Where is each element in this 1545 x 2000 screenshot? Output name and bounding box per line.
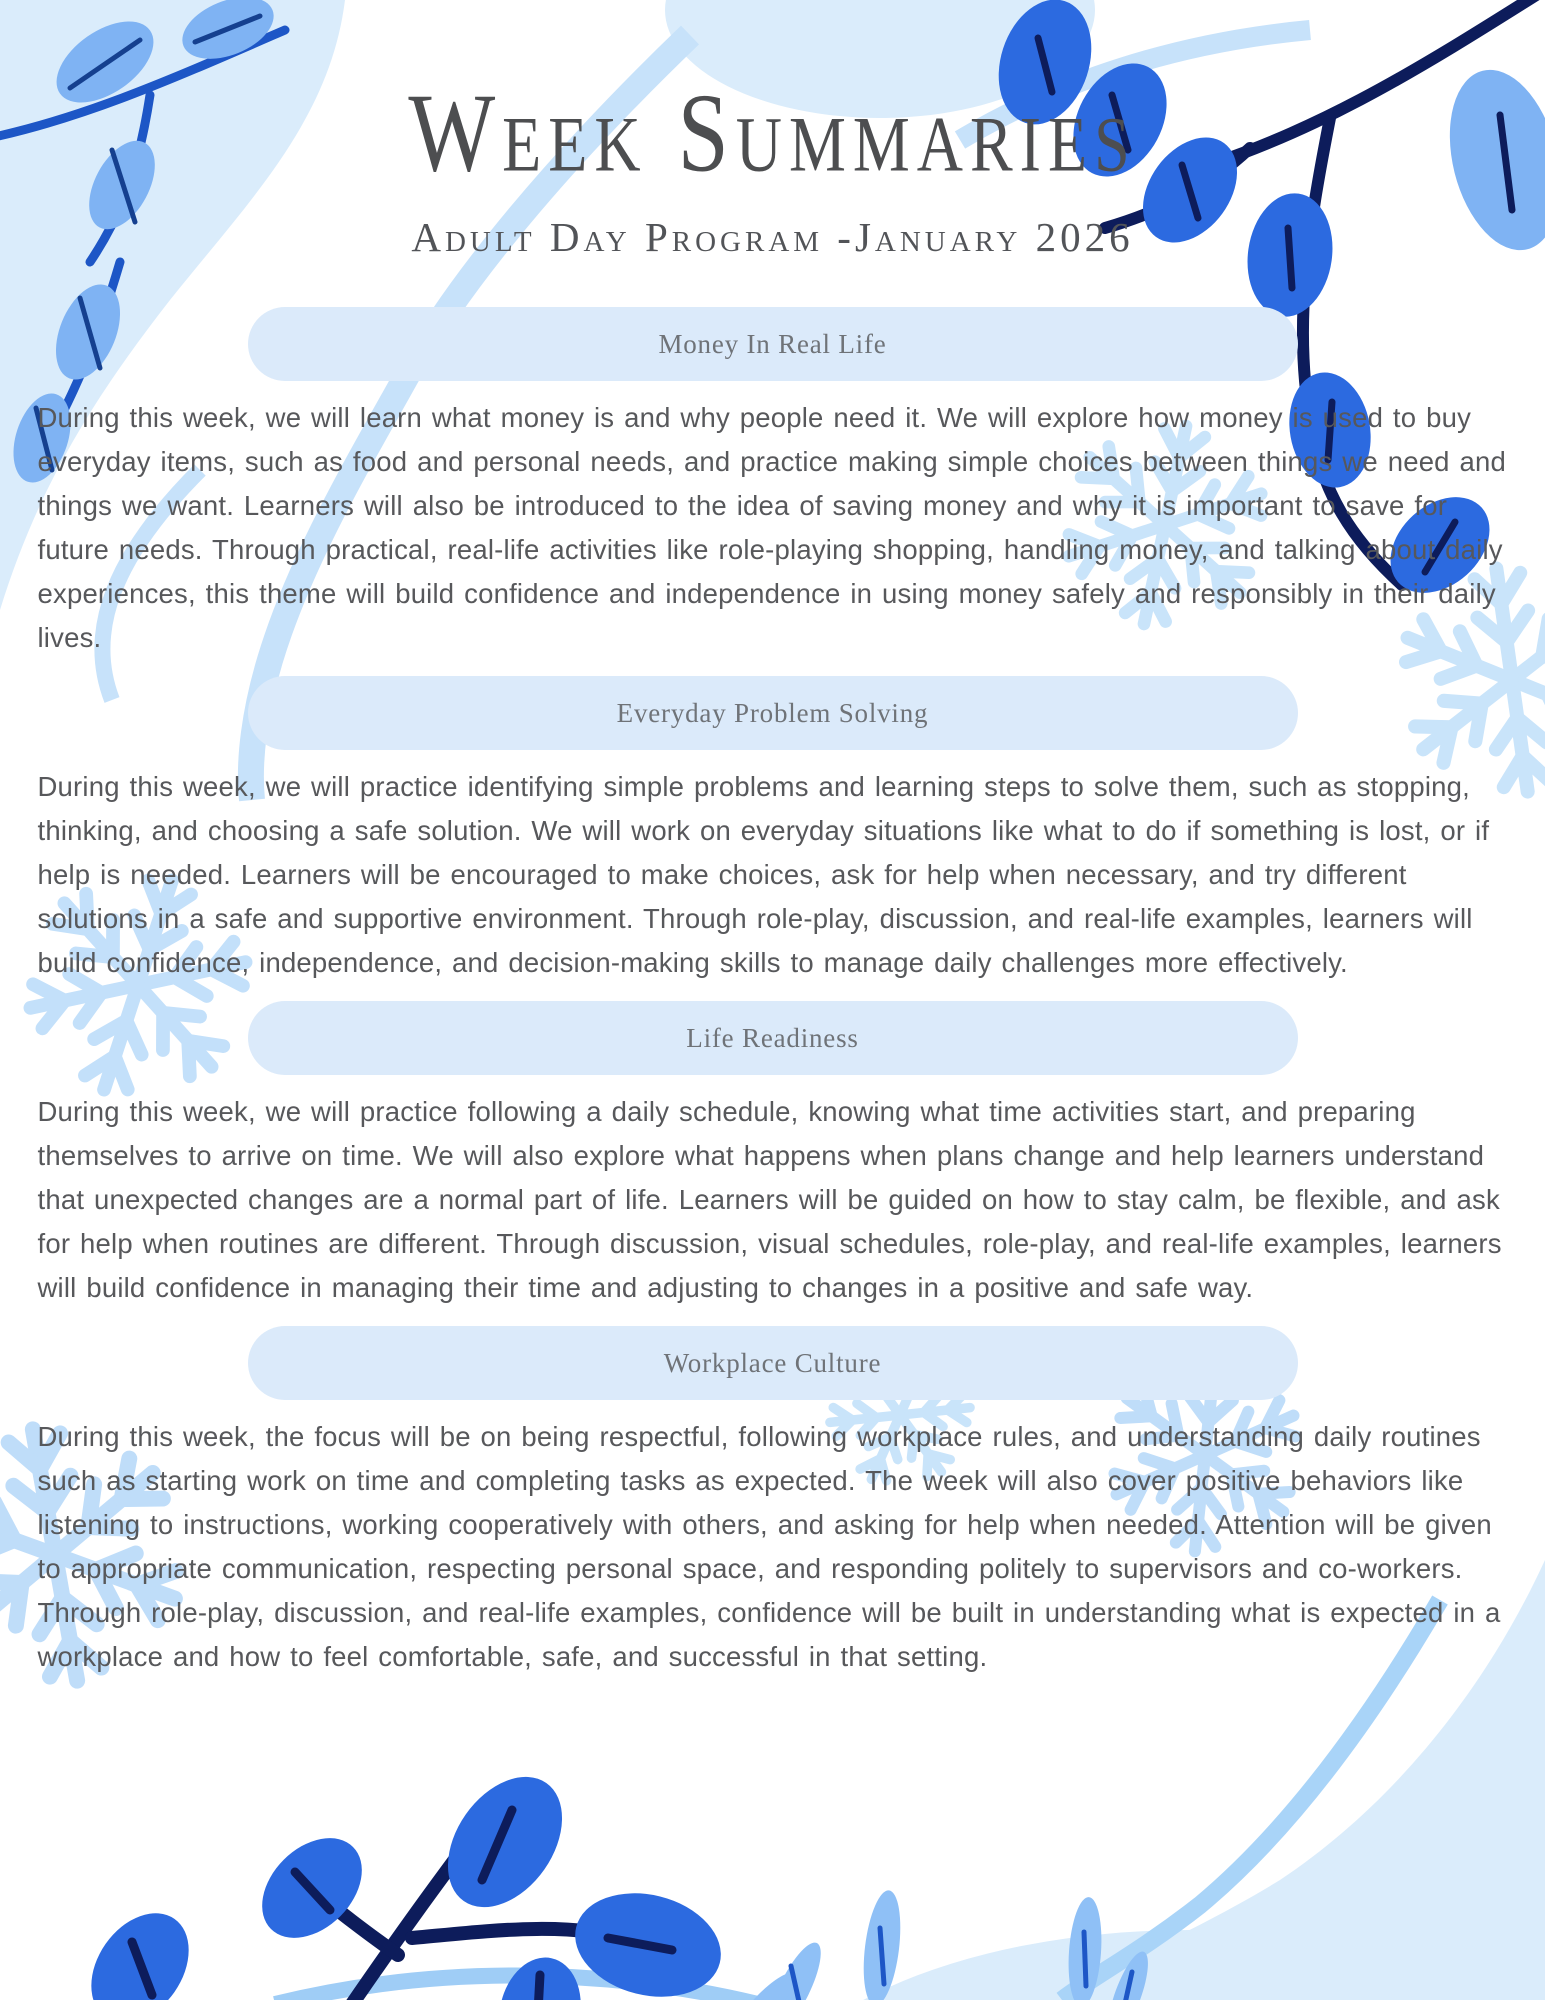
section-body-text: During this week, the focus will be on being respectful, following workplace rules, and understanding daily routines such as starting work on time and completing tasks as expected. The week will also cover positive behaviors like listening to instructions, working cooperatively with others, and asking for help when needed. Attention will be given to appropriate communication, respecting personal space, and responding politely to supervisors and co-workers. Through role-play, discussion, and real-life examples, confidence will be built in understanding what is expected in a workplace and how to feel comfortable, safe, and successful in that setting.: [37, 1421, 1501, 1673]
section-workplace-culture: [0, 1326, 1545, 1679]
section-header-label: Life Readiness: [686, 1022, 859, 1053]
section-header-pill: [248, 307, 1298, 381]
page-subtitle: Adult Day Program -January 2026: [411, 214, 1134, 261]
section-header-label: Everyday Problem Solving: [616, 697, 929, 728]
section-header-pill: [248, 1326, 1298, 1400]
section-body-text: During this week, we will learn what money is and why people need it. We will explore how money is used to buy everyday items, such as food and personal needs, and practice making simple choices between things we need and things we want. Learners will also be introduced to the idea of saving money and why it is important to save for future needs. Through practical, real-life activities like role-playing shopping, handling money, and talking about daily experiences, this theme will build confidence and independence in using money safely and responsibly in their daily lives.: [37, 402, 1507, 654]
section-header-pill: [248, 1001, 1298, 1075]
section-header-label: Money In Real Life: [658, 328, 887, 359]
section-header-label: Workplace Culture: [663, 1347, 882, 1378]
section-body-text: During this week, we will practice identifying simple problems and learning steps to solve them, such as stopping, thinking, and choosing a safe solution. We will work on everyday situations like what to do if something is lost, or if help is needed. Learners will be encouraged to make choices, ask for help when necessary, and try different solutions in a safe and supportive environment. Through role-play, discussion, and real-life examples, learners will build confidence, independence, and decision-making skills to manage daily challenges more effectively.: [37, 771, 1490, 979]
document-header: [0, 0, 1545, 261]
section-body-text: During this week, we will practice following a daily schedule, knowing what time activities start, and preparing themselves to arrive on time. We will also explore what happens when plans change and help learners understand that unexpected changes are a normal part of life. Learners will be guided on how to stay calm, be flexible, and ask for help when routines are different. Through discussion, visual schedules, role-play, and real-life examples, learners will build confidence in managing their time and adjusting to changes in a positive and safe way.: [37, 1096, 1502, 1304]
week-sections: [0, 307, 1545, 1679]
section-header-pill: [248, 676, 1298, 750]
branch-bottom-left-icon: [71, 1755, 732, 2000]
page-title: Week Summaries: [408, 70, 1137, 196]
section-life-readiness: [0, 1001, 1545, 1310]
section-everyday-problem-solving: [0, 676, 1545, 985]
section-money-in-real-life: [0, 307, 1545, 660]
